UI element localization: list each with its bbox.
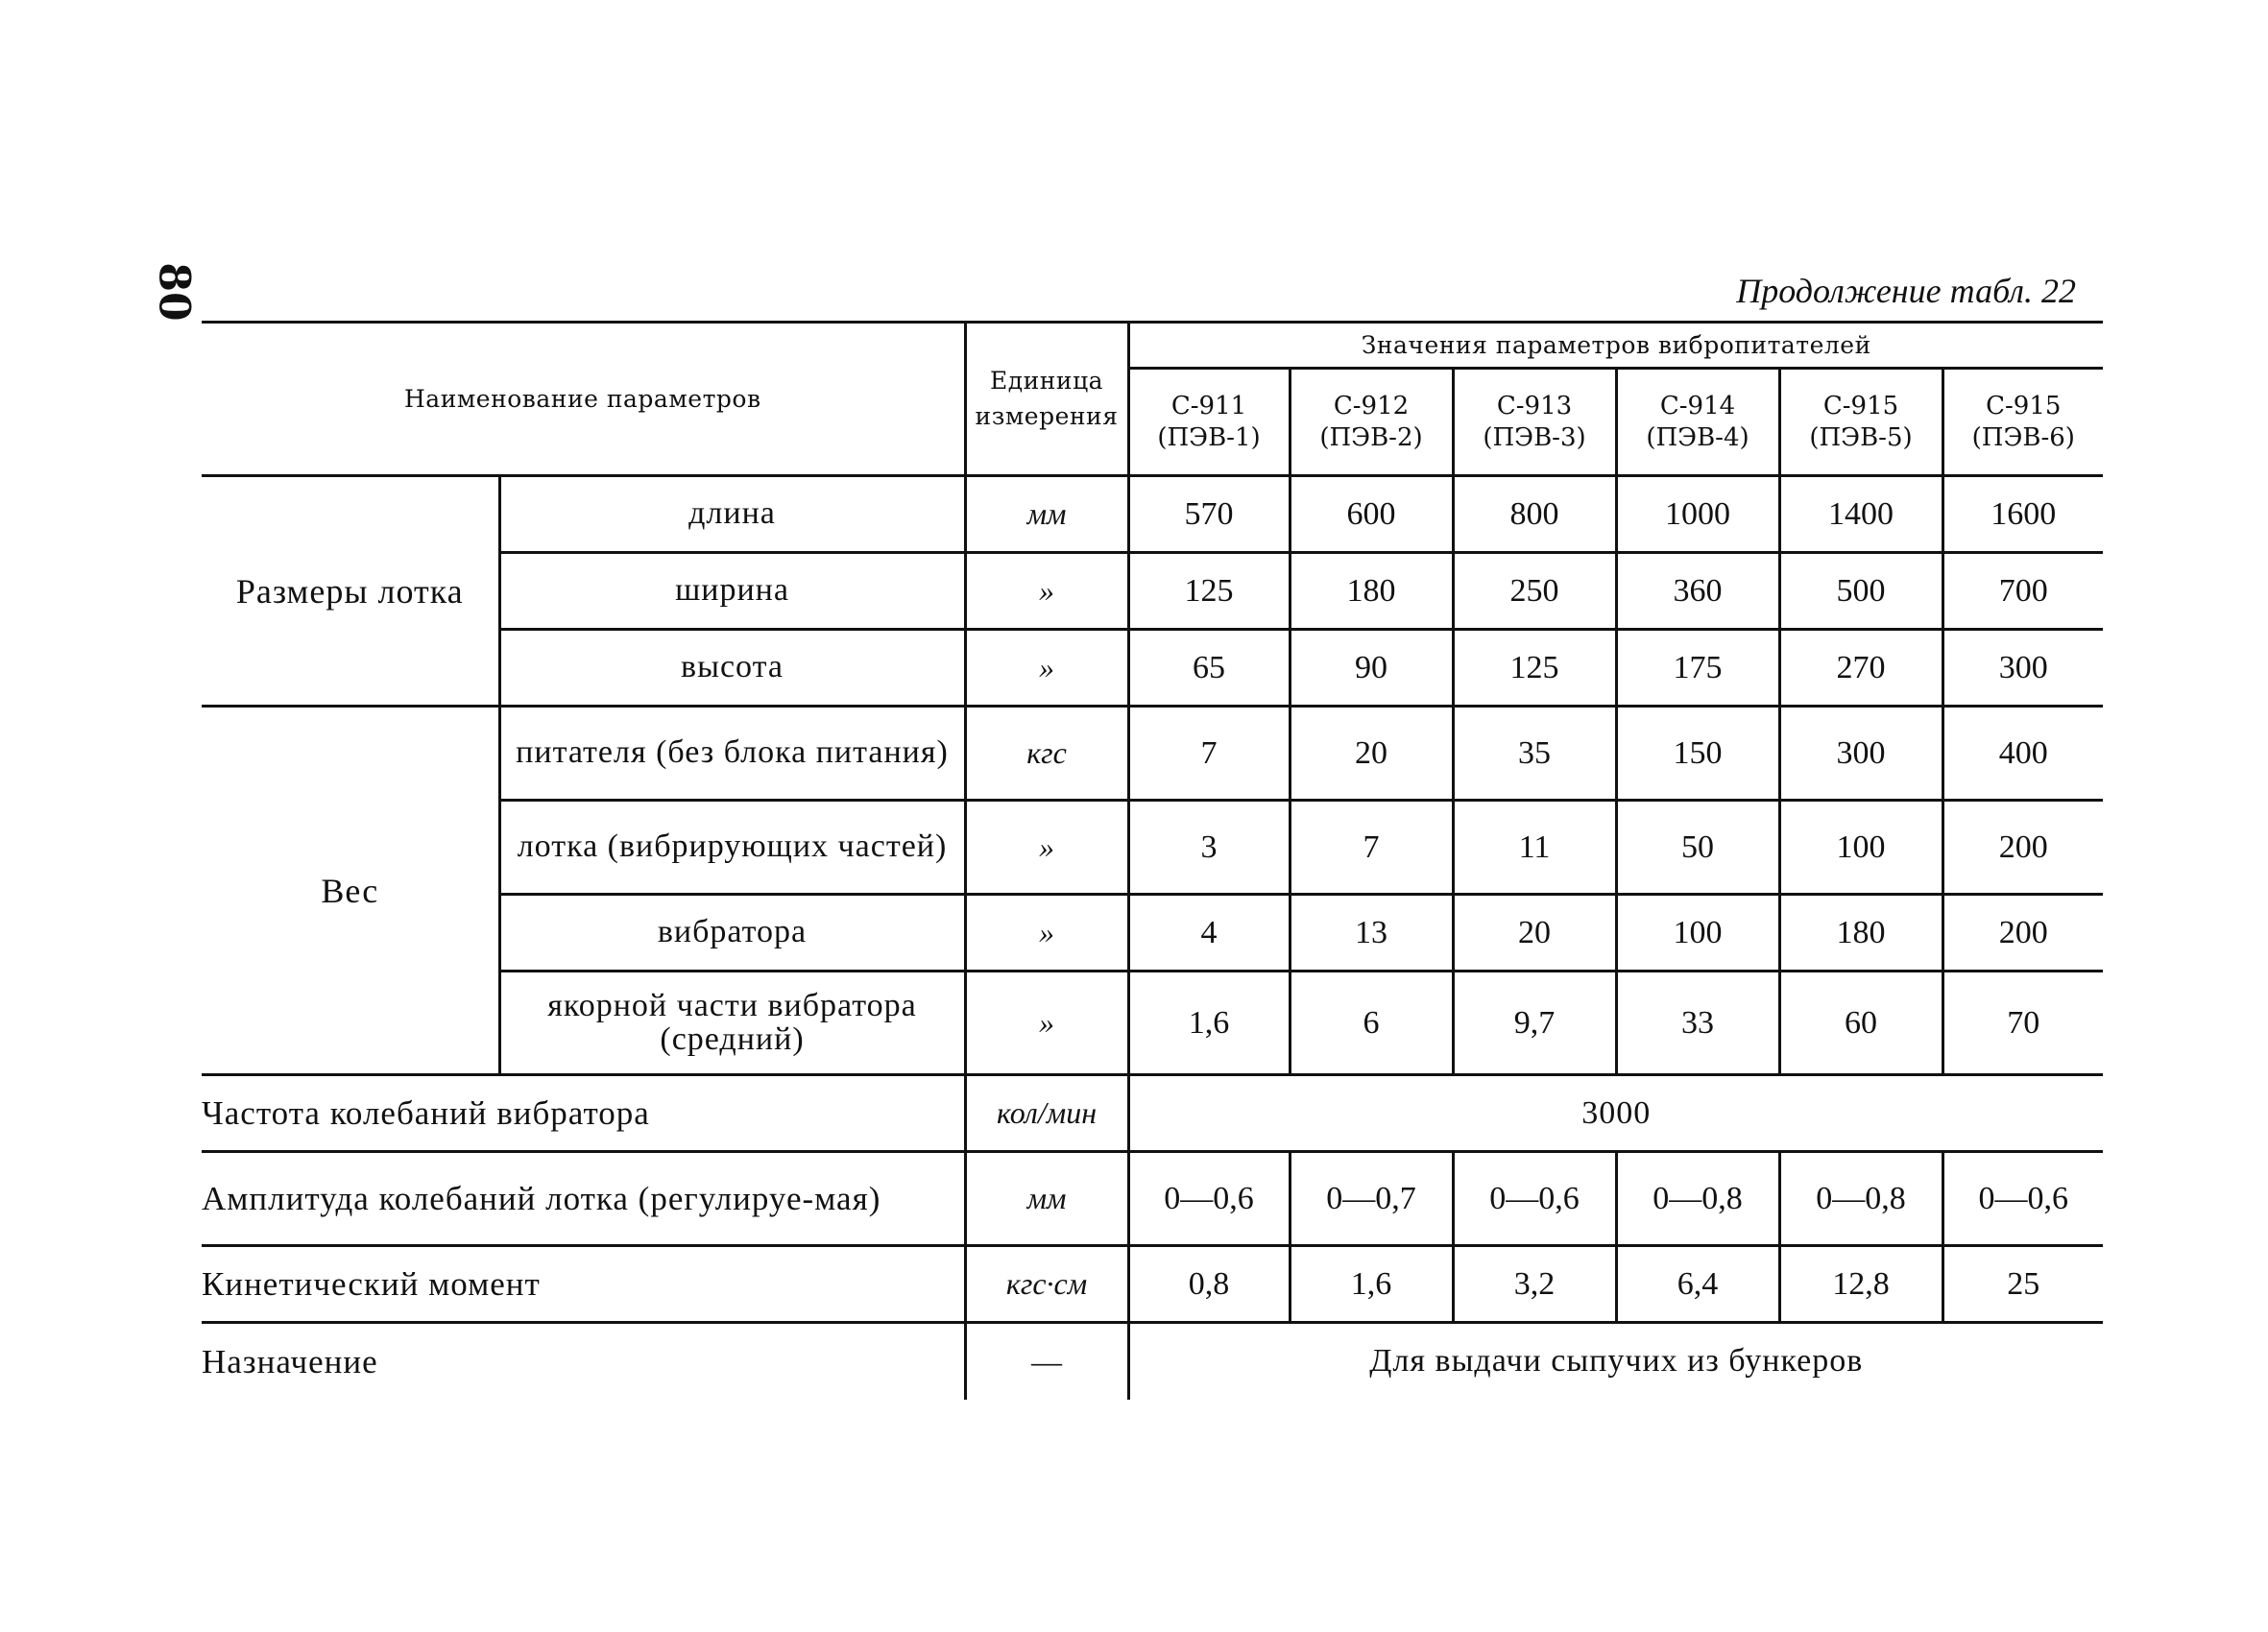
value-cell: 65 xyxy=(1128,630,1290,707)
unit-cell: » xyxy=(965,630,1128,707)
value-cell: 180 xyxy=(1779,895,1942,972)
param-name-header: Наименование параметров xyxy=(202,323,965,476)
unit-cell: мм xyxy=(965,476,1128,553)
value-cell: 300 xyxy=(1942,630,2103,707)
table-row xyxy=(202,1323,2103,1400)
spanned-value: Для выдачи сыпучих из бункеров xyxy=(1128,1323,2103,1400)
param-subname: якорной части вибратора (средний) xyxy=(499,972,965,1075)
value-cell: 90 xyxy=(1290,630,1453,707)
table-row xyxy=(202,476,2103,553)
model-header xyxy=(1779,369,1942,476)
unit-cell: » xyxy=(965,972,1128,1075)
param-name: Частота колебаний вибратора xyxy=(202,1075,965,1152)
value-cell: 1,6 xyxy=(1128,972,1290,1075)
model-alt: (ПЭВ-3) xyxy=(1483,422,1586,452)
value-cell: 180 xyxy=(1290,553,1453,630)
model-alt: (ПЭВ-6) xyxy=(1971,422,2075,452)
param-subname: высота xyxy=(499,630,965,707)
value-cell: 360 xyxy=(1616,553,1779,630)
value-cell: 0—0,8 xyxy=(1779,1152,1942,1246)
param-subname: длина xyxy=(499,476,965,553)
value-cell: 0—0,6 xyxy=(1453,1152,1616,1246)
value-cell: 0—0,6 xyxy=(1128,1152,1290,1246)
value-cell: 7 xyxy=(1290,801,1453,895)
value-cell: 175 xyxy=(1616,630,1779,707)
model-header xyxy=(1290,369,1453,476)
unit-cell: кол/мин xyxy=(965,1075,1128,1152)
value-cell: 6,4 xyxy=(1616,1246,1779,1323)
unit-cell: » xyxy=(965,801,1128,895)
parameters-table xyxy=(202,321,2103,1400)
model-alt: (ПЭВ-2) xyxy=(1319,422,1423,452)
value-cell: 100 xyxy=(1779,801,1942,895)
model-alt: (ПЭВ-5) xyxy=(1809,422,1913,452)
value-cell: 70 xyxy=(1942,972,2103,1075)
value-cell: 0,8 xyxy=(1128,1246,1290,1323)
value-cell: 600 xyxy=(1290,476,1453,553)
value-cell: 25 xyxy=(1942,1246,2103,1323)
value-cell: 1400 xyxy=(1779,476,1942,553)
unit-header: Единица измерения xyxy=(965,323,1128,476)
value-cell: 4 xyxy=(1128,895,1290,972)
unit-cell: — xyxy=(965,1323,1128,1400)
param-subname: питателя (без блока питания) xyxy=(499,707,965,801)
value-cell: 13 xyxy=(1290,895,1453,972)
value-cell: 20 xyxy=(1290,707,1453,801)
param-subname: лотка (вибрирующих частей) xyxy=(499,801,965,895)
value-cell: 125 xyxy=(1453,630,1616,707)
unit-cell: » xyxy=(965,553,1128,630)
model-code: С-915 xyxy=(1986,392,2062,420)
value-cell: 11 xyxy=(1453,801,1616,895)
value-cell: 250 xyxy=(1453,553,1616,630)
value-cell: 570 xyxy=(1128,476,1290,553)
model-code: С-913 xyxy=(1496,392,1573,420)
value-cell: 33 xyxy=(1616,972,1779,1075)
values-group-header: Значения параметров вибропитателей xyxy=(1128,323,2103,369)
value-cell: 12,8 xyxy=(1779,1246,1942,1323)
model-header xyxy=(1453,369,1616,476)
param-name: Кинетический момент xyxy=(202,1246,965,1323)
value-cell: 700 xyxy=(1942,553,2103,630)
value-cell: 400 xyxy=(1942,707,2103,801)
group-label: Вес xyxy=(202,707,499,1075)
value-cell: 60 xyxy=(1779,972,1942,1075)
unit-cell: » xyxy=(965,895,1128,972)
table-row xyxy=(202,1246,2103,1323)
value-cell: 1000 xyxy=(1616,476,1779,553)
value-cell: 9,7 xyxy=(1453,972,1616,1075)
model-alt: (ПЭВ-1) xyxy=(1157,422,1261,452)
value-cell: 300 xyxy=(1779,707,1942,801)
value-cell: 0—0,8 xyxy=(1616,1152,1779,1246)
value-cell: 150 xyxy=(1616,707,1779,801)
model-alt: (ПЭВ-4) xyxy=(1646,422,1749,452)
param-name: Назначение xyxy=(202,1323,965,1400)
value-cell: 50 xyxy=(1616,801,1779,895)
model-code: С-912 xyxy=(1333,392,1410,420)
model-code: С-914 xyxy=(1659,392,1736,420)
value-cell: 6 xyxy=(1290,972,1453,1075)
value-cell: 3,2 xyxy=(1453,1246,1616,1323)
table-row xyxy=(202,1152,2103,1246)
param-name: Амплитуда колебаний лотка (регулируе-мая) xyxy=(202,1152,965,1246)
value-cell: 35 xyxy=(1453,707,1616,801)
spanned-value: 3000 xyxy=(1128,1075,2103,1152)
model-header xyxy=(1942,369,2103,476)
param-subname: вибратора xyxy=(499,895,965,972)
value-cell: 200 xyxy=(1942,801,2103,895)
model-header xyxy=(1616,369,1779,476)
value-cell: 7 xyxy=(1128,707,1290,801)
value-cell: 270 xyxy=(1779,630,1942,707)
value-cell: 200 xyxy=(1942,895,2103,972)
value-cell: 800 xyxy=(1453,476,1616,553)
group-label: Размеры лотка xyxy=(202,476,499,707)
value-cell: 100 xyxy=(1616,895,1779,972)
table-row xyxy=(202,707,2103,801)
unit-cell: мм xyxy=(965,1152,1128,1246)
value-cell: 1600 xyxy=(1942,476,2103,553)
unit-cell: кгс·см xyxy=(965,1246,1128,1323)
model-code: С-911 xyxy=(1170,392,1247,420)
table-caption: Продолжение табл. 22 xyxy=(1736,272,2076,310)
param-subname: ширина xyxy=(499,553,965,630)
header-row-1 xyxy=(202,323,2103,369)
value-cell: 20 xyxy=(1453,895,1616,972)
value-cell: 0—0,7 xyxy=(1290,1152,1453,1246)
table-row xyxy=(202,1075,2103,1152)
value-cell: 125 xyxy=(1128,553,1290,630)
value-cell: 3 xyxy=(1128,801,1290,895)
page-number: 80 xyxy=(149,262,199,322)
model-header xyxy=(1128,369,1290,476)
value-cell: 500 xyxy=(1779,553,1942,630)
value-cell: 1,6 xyxy=(1290,1246,1453,1323)
unit-cell: кгс xyxy=(965,707,1128,801)
value-cell: 0—0,6 xyxy=(1942,1152,2103,1246)
model-code: С-915 xyxy=(1822,392,1899,420)
